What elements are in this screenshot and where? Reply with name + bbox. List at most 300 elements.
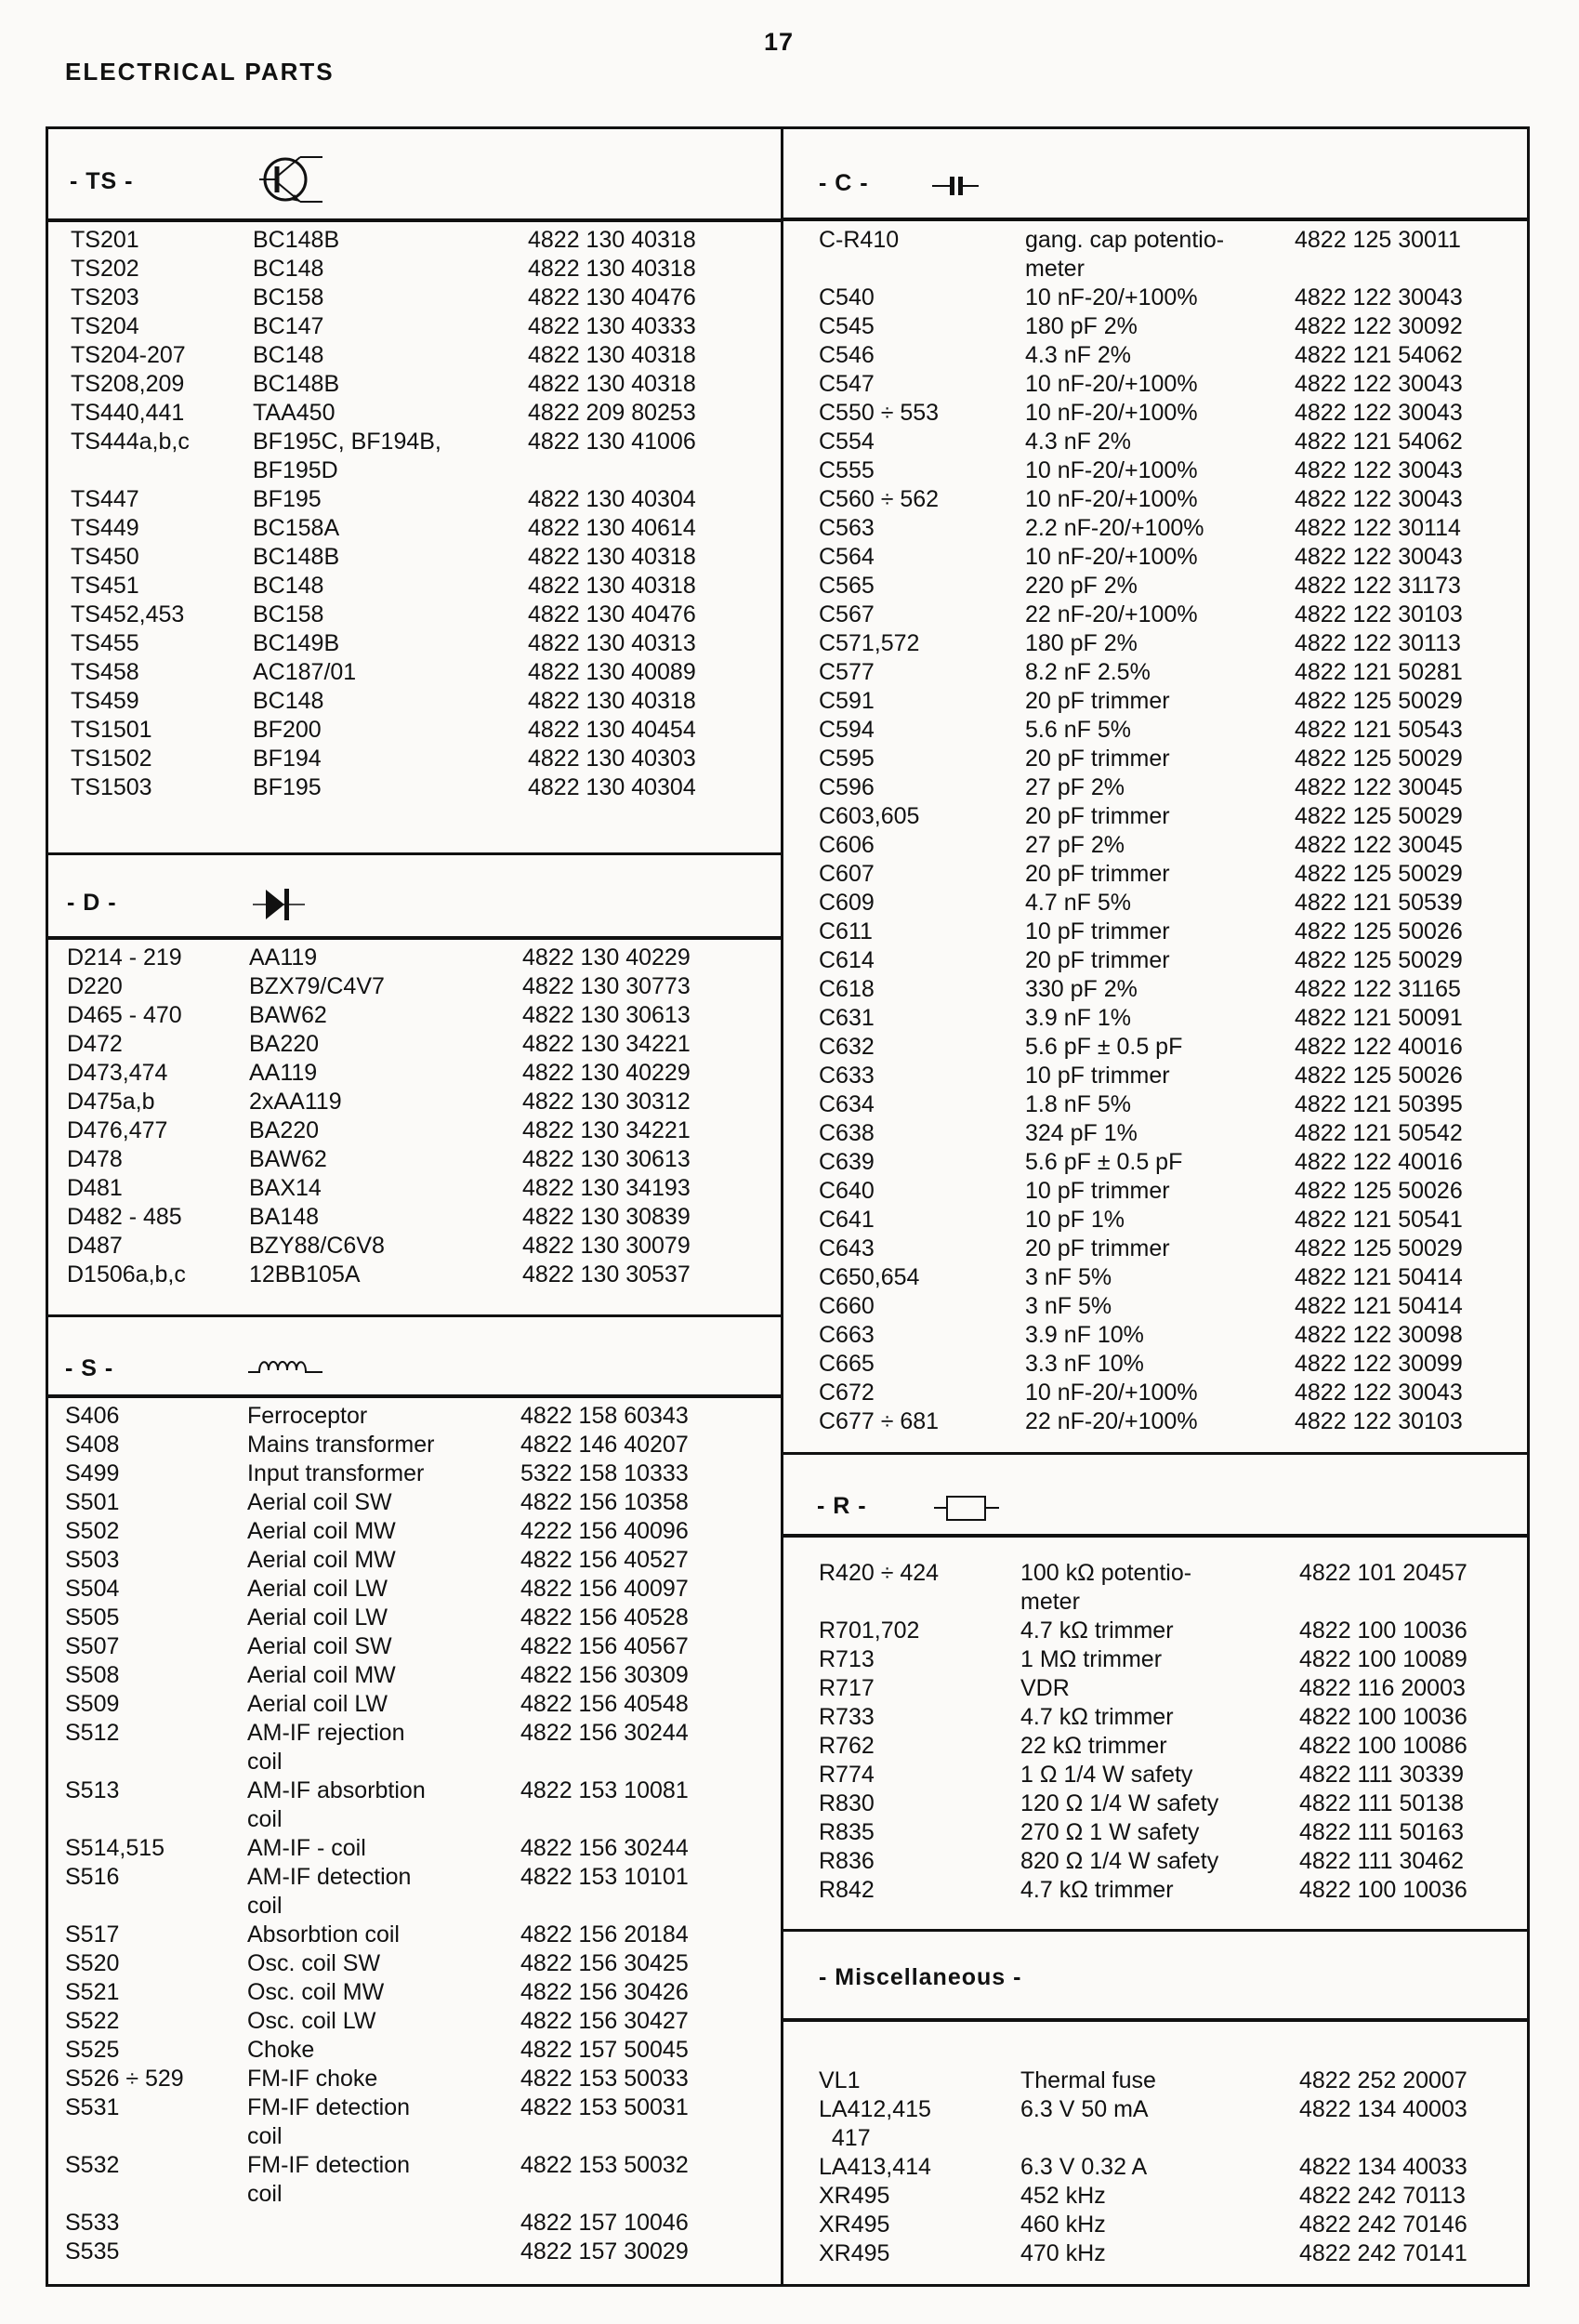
item-description: 12BB105A — [249, 1261, 361, 1287]
item-reference: C591 — [819, 688, 875, 714]
item-description: AA119 — [249, 944, 318, 971]
item-reference: TS452,453 — [71, 601, 185, 627]
item-description: Osc. coil MW — [247, 1979, 385, 2005]
item-part-number: 4822 242 70146 — [1299, 2212, 1467, 2238]
item-part-number: 4822 121 50539 — [1295, 890, 1463, 916]
item-part-number: 4822 157 50045 — [520, 2037, 689, 2063]
item-part-number: 4822 156 40548 — [520, 1691, 689, 1717]
item-description: 1.8 nF 5% — [1025, 1091, 1131, 1117]
item-reference: R713 — [819, 1646, 875, 1672]
section-header — [48, 129, 781, 222]
item-part-number: 4822 130 40229 — [522, 944, 691, 971]
item-description: BC149B — [253, 630, 340, 656]
page-number: 17 — [764, 28, 795, 56]
parts-row — [48, 1402, 781, 1431]
parts-row — [48, 1116, 781, 1145]
item-part-number: 4822 125 50029 — [1295, 688, 1463, 714]
item-part-number: 4822 122 30103 — [1295, 1408, 1463, 1434]
item-reference: C550 ÷ 553 — [819, 400, 940, 426]
item-part-number: 4822 100 10036 — [1299, 1877, 1467, 1903]
item-description: 20 pF trimmer — [1025, 803, 1170, 829]
item-description: 3.3 nF 10% — [1025, 1351, 1144, 1377]
item-description: Ferroceptor — [247, 1403, 368, 1429]
item-description: gang. cap potentio- — [1025, 227, 1225, 253]
parts-row — [48, 1517, 781, 1546]
item-part-number: 4822 156 30426 — [520, 1979, 689, 2005]
item-reference: C563 — [819, 515, 875, 541]
parts-row — [48, 1546, 781, 1575]
item-description: Thermal fuse — [1020, 2067, 1156, 2093]
item-reference: S502 — [65, 1518, 120, 1544]
item-reference: D465 - 470 — [67, 1002, 182, 1028]
item-part-number: 4822 134 40033 — [1299, 2154, 1467, 2180]
item-reference: S504 — [65, 1576, 120, 1602]
transistor-icon — [257, 146, 350, 216]
parts-row — [48, 773, 781, 802]
parts-row — [48, 2209, 781, 2238]
item-reference: C663 — [819, 1322, 875, 1348]
item-description: 4.7 nF 5% — [1025, 890, 1131, 916]
parts-row — [783, 1674, 1527, 1703]
item-description: AC187/01 — [253, 659, 357, 685]
item-description: 6.3 V 0.32 A — [1020, 2154, 1148, 2180]
item-description: 4.7 kΩ trimmer — [1020, 1704, 1174, 1730]
item-part-number: 4822 130 41006 — [528, 429, 696, 455]
item-reference: TS204-207 — [71, 342, 186, 368]
item-part-number: 4822 122 30043 — [1295, 544, 1463, 570]
parts-row — [48, 1978, 781, 2007]
item-part-number: 4822 100 10036 — [1299, 1618, 1467, 1644]
rows-resistors — [783, 1559, 1527, 1905]
item-description-continued: meter — [1020, 1589, 1080, 1615]
item-reference: C594 — [819, 717, 875, 743]
parts-row — [783, 1033, 1527, 1062]
parts-row — [783, 284, 1527, 312]
item-reference: D220 — [67, 973, 123, 999]
parts-row — [783, 1235, 1527, 1263]
item-description: 4.3 nF 2% — [1025, 342, 1131, 368]
item-part-number: 4822 130 40318 — [528, 342, 696, 368]
parts-row — [783, 1761, 1527, 1789]
item-reference: C609 — [819, 890, 875, 916]
item-part-number: 4822 125 50026 — [1295, 918, 1463, 944]
coil-icon — [248, 1352, 326, 1382]
item-part-number: 4822 116 20003 — [1299, 1675, 1466, 1701]
item-part-number: 4822 121 50543 — [1295, 717, 1463, 743]
item-description: 10 nF-20/+100% — [1025, 1380, 1198, 1406]
item-part-number: 4822 130 40229 — [522, 1060, 691, 1086]
item-reference: C618 — [819, 976, 875, 1002]
item-part-number: 4822 242 70113 — [1299, 2183, 1466, 2209]
parts-row — [48, 399, 781, 428]
item-description: 20 pF trimmer — [1025, 1235, 1170, 1261]
parts-row — [48, 1921, 781, 1949]
item-part-number: 4822 125 50029 — [1295, 947, 1463, 973]
parts-row — [48, 2007, 781, 2036]
item-reference: TS459 — [71, 688, 139, 714]
item-part-number: 4822 130 40318 — [528, 256, 696, 282]
section-label: - S - — [65, 1355, 114, 1381]
parts-row — [783, 1292, 1527, 1321]
item-description: 10 nF-20/+100% — [1025, 400, 1198, 426]
item-description: 3 nF 5% — [1025, 1293, 1112, 1319]
item-description: TAA450 — [253, 400, 336, 426]
item-reference: C677 ÷ 681 — [819, 1408, 940, 1434]
parts-row — [783, 1263, 1527, 1292]
parts-row — [783, 572, 1527, 601]
parts-row — [783, 831, 1527, 860]
section-capacitors — [783, 129, 1527, 1452]
item-part-number: 4822 252 20007 — [1299, 2067, 1467, 2093]
item-description: 330 pF 2% — [1025, 976, 1138, 1002]
item-description: 20 pF trimmer — [1025, 746, 1170, 772]
parts-row — [48, 944, 781, 972]
parts-row — [783, 2239, 1527, 2268]
item-part-number: 4822 121 50395 — [1295, 1091, 1463, 1117]
parts-row — [48, 2065, 781, 2093]
item-description: 22 kΩ trimmer — [1020, 1733, 1167, 1759]
item-part-number: 4822 100 10089 — [1299, 1646, 1467, 1672]
item-description: BC158A — [253, 515, 340, 541]
item-description: 452 kHz — [1020, 2183, 1106, 2209]
item-part-number: 4822 130 30613 — [522, 1146, 691, 1172]
item-reference: C554 — [819, 429, 875, 455]
item-part-number: 4822 125 50029 — [1295, 746, 1463, 772]
item-description: BF195C, BF194B, — [253, 429, 441, 455]
item-description: 8.2 nF 2.5% — [1025, 659, 1151, 685]
parts-row — [48, 1261, 781, 1289]
item-description: 470 kHz — [1020, 2240, 1106, 2266]
item-part-number: 4822 153 10101 — [520, 1864, 689, 1890]
item-reference: TS440,441 — [71, 400, 185, 426]
parts-row — [48, 1001, 781, 1030]
item-description: 10 nF-20/+100% — [1025, 457, 1198, 483]
item-part-number: 4822 122 30045 — [1295, 832, 1463, 858]
item-description: Aerial coil MW — [247, 1518, 396, 1544]
item-reference: C571,572 — [819, 630, 920, 656]
parts-row — [783, 629, 1527, 658]
item-reference: TS204 — [71, 313, 139, 339]
parts-row — [48, 1661, 781, 1690]
item-reference: D472 — [67, 1031, 123, 1057]
item-description: Choke — [247, 2037, 315, 2063]
parts-row — [783, 428, 1527, 456]
item-reference: S514,515 — [65, 1835, 165, 1861]
item-part-number: 4822 130 40476 — [528, 284, 696, 310]
item-description-continued: BF195D — [253, 457, 338, 483]
item-description: Aerial coil SW — [247, 1633, 392, 1659]
parts-row — [783, 543, 1527, 572]
item-reference: XR495 — [819, 2212, 890, 2238]
item-part-number: 4822 130 40318 — [528, 688, 696, 714]
section-label: - TS - — [70, 168, 134, 194]
item-part-number: 4822 121 50091 — [1295, 1005, 1463, 1031]
item-description: 820 Ω 1/4 W safety — [1020, 1848, 1219, 1874]
parts-row — [48, 1719, 781, 1776]
item-part-number: 4822 130 30839 — [522, 1204, 691, 1230]
item-part-number: 4822 122 30043 — [1295, 284, 1463, 310]
parts-row — [48, 284, 781, 312]
parts-row — [783, 1379, 1527, 1407]
item-reference: TS449 — [71, 515, 139, 541]
item-part-number: 4822 122 30092 — [1295, 313, 1463, 339]
item-part-number: 4822 153 10081 — [520, 1777, 689, 1803]
item-reference: TS444a,b,c — [71, 429, 190, 455]
item-part-number: 4822 125 50029 — [1295, 803, 1463, 829]
item-reference: S532 — [65, 2152, 120, 2178]
parts-row — [48, 658, 781, 687]
parts-row — [48, 2238, 781, 2266]
parts-row — [783, 1703, 1527, 1732]
item-reference: S501 — [65, 1489, 120, 1515]
item-part-number: 4822 156 40527 — [520, 1547, 689, 1573]
item-reference: C567 — [819, 601, 875, 627]
parts-row — [783, 745, 1527, 773]
item-description: 180 pF 2% — [1025, 313, 1138, 339]
item-reference: TS1503 — [71, 774, 152, 800]
item-reference: S521 — [65, 1979, 120, 2005]
item-description-continued: meter — [1025, 256, 1085, 282]
parts-row — [783, 341, 1527, 370]
item-description: AM-IF rejection — [247, 1720, 405, 1746]
rows-capacitors — [783, 226, 1527, 1436]
item-reference: S520 — [65, 1950, 120, 1976]
item-reference: D478 — [67, 1146, 123, 1172]
item-part-number: 4822 125 50026 — [1295, 1178, 1463, 1204]
item-description: 100 kΩ potentio- — [1020, 1560, 1192, 1586]
item-part-number: 4822 158 60343 — [520, 1403, 689, 1429]
parts-row — [783, 2067, 1527, 2095]
item-description: 324 pF 1% — [1025, 1120, 1138, 1146]
item-part-number: 4822 156 40097 — [520, 1576, 689, 1602]
parts-row — [48, 972, 781, 1001]
item-part-number: 4822 121 50414 — [1295, 1293, 1463, 1319]
parts-row — [48, 572, 781, 601]
item-reference: TS203 — [71, 284, 139, 310]
item-part-number: 4822 130 30537 — [522, 1261, 691, 1287]
item-part-number: 4822 156 30309 — [520, 1662, 689, 1688]
section-header — [48, 852, 781, 940]
item-reference: S505 — [65, 1604, 120, 1631]
parts-row — [783, 601, 1527, 629]
item-description: 5.6 pF ± 0.5 pF — [1025, 1034, 1183, 1060]
section-label: - R - — [817, 1493, 867, 1519]
parts-row — [48, 312, 781, 341]
section-coils — [48, 1314, 781, 2284]
item-reference: C564 — [819, 544, 875, 570]
parts-row — [48, 1575, 781, 1604]
item-part-number: 4822 111 30339 — [1299, 1762, 1465, 1788]
parts-row — [48, 687, 781, 716]
item-description: Aerial coil LW — [247, 1576, 388, 1602]
parts-row — [783, 860, 1527, 889]
item-part-number: 4822 153 50032 — [520, 2152, 689, 2178]
item-reference: R774 — [819, 1762, 875, 1788]
parts-row — [48, 1431, 781, 1459]
item-description: BC148 — [253, 688, 324, 714]
diode-icon — [253, 886, 309, 928]
item-reference: S508 — [65, 1662, 120, 1688]
item-description: BC158 — [253, 284, 324, 310]
item-part-number: 4822 100 10036 — [1299, 1704, 1467, 1730]
item-reference: C660 — [819, 1293, 875, 1319]
item-description-continued: coil — [247, 1749, 283, 1775]
item-reference: TS451 — [71, 573, 139, 599]
parts-row — [783, 1321, 1527, 1350]
item-description: BZY88/C6V8 — [249, 1233, 385, 1259]
item-reference: TS202 — [71, 256, 139, 282]
item-reference: R717 — [819, 1675, 875, 1701]
parts-row — [48, 601, 781, 629]
item-reference: LA412,415 — [819, 2096, 931, 2122]
item-reference: C650,654 — [819, 1264, 920, 1290]
item-description: 5.6 nF 5% — [1025, 717, 1131, 743]
item-description-continued: coil — [247, 1806, 283, 1832]
item-part-number: 4822 157 30029 — [520, 2238, 689, 2265]
item-description: BF200 — [253, 717, 322, 743]
parts-row — [783, 1818, 1527, 1847]
item-description: 10 nF-20/+100% — [1025, 544, 1198, 570]
parts-row — [48, 1949, 781, 1978]
parts-row — [783, 2182, 1527, 2211]
parts-row — [783, 773, 1527, 802]
item-reference: C565 — [819, 573, 875, 599]
item-description: 4.3 nF 2% — [1025, 429, 1131, 455]
item-reference: S512 — [65, 1720, 120, 1746]
item-reference: C555 — [819, 457, 875, 483]
item-description: BC148B — [253, 544, 340, 570]
section-resistors — [783, 1452, 1527, 1929]
item-description: 10 nF-20/+100% — [1025, 371, 1198, 397]
item-part-number: 4822 156 20184 — [520, 1921, 689, 1948]
item-description: BC147 — [253, 313, 324, 339]
item-part-number: 4822 130 40318 — [528, 371, 696, 397]
item-part-number: 4822 122 30103 — [1295, 601, 1463, 627]
item-reference: TS455 — [71, 630, 139, 656]
item-reference: C546 — [819, 342, 875, 368]
item-reference: D476,477 — [67, 1117, 168, 1143]
item-description: 2.2 nF-20/+100% — [1025, 515, 1204, 541]
rows-diodes — [48, 944, 781, 1289]
parts-row — [48, 1488, 781, 1517]
item-description: Aerial coil MW — [247, 1547, 396, 1573]
item-part-number: 4822 121 50541 — [1295, 1207, 1463, 1233]
item-description: BC148 — [253, 573, 324, 599]
parts-row — [48, 1604, 781, 1632]
item-part-number: 4822 130 30312 — [522, 1089, 691, 1115]
item-part-number: 4822 100 10086 — [1299, 1733, 1467, 1759]
item-part-number: 4822 125 50026 — [1295, 1063, 1463, 1089]
item-reference: S408 — [65, 1432, 120, 1458]
item-part-number: 4822 122 30099 — [1295, 1351, 1463, 1377]
item-part-number: 4822 125 50029 — [1295, 861, 1463, 887]
parts-row — [783, 2095, 1527, 2153]
item-reference: TS1502 — [71, 746, 152, 772]
parts-row — [783, 2211, 1527, 2239]
section-header — [783, 1452, 1527, 1538]
item-part-number: 4822 122 30043 — [1295, 371, 1463, 397]
item-reference: C577 — [819, 659, 875, 685]
item-reference: C632 — [819, 1034, 875, 1060]
parts-row — [48, 1145, 781, 1174]
item-part-number: 4822 156 30427 — [520, 2008, 689, 2034]
parts-row — [783, 370, 1527, 399]
item-reference: S509 — [65, 1691, 120, 1717]
parts-row — [783, 456, 1527, 485]
item-reference: C595 — [819, 746, 875, 772]
section-header — [783, 1929, 1527, 2022]
item-description: 10 pF trimmer — [1025, 1063, 1170, 1089]
item-description: 220 pF 2% — [1025, 573, 1138, 599]
parts-row — [783, 802, 1527, 831]
item-part-number: 4822 153 50031 — [520, 2094, 689, 2120]
item-description: BF195 — [253, 774, 322, 800]
item-reference: C672 — [819, 1380, 875, 1406]
parts-row — [783, 1062, 1527, 1090]
item-description: Mains transformer — [247, 1432, 435, 1458]
item-description: 2xAA119 — [249, 1089, 342, 1115]
parts-row — [48, 428, 781, 485]
parts-row — [783, 485, 1527, 514]
item-reference: TS447 — [71, 486, 139, 512]
parts-row — [48, 1203, 781, 1232]
parts-row — [783, 889, 1527, 918]
item-part-number: 4822 122 40016 — [1295, 1149, 1463, 1175]
item-reference: C596 — [819, 774, 875, 800]
item-description: 22 nF-20/+100% — [1025, 601, 1198, 627]
item-description: 27 pF 2% — [1025, 832, 1125, 858]
item-description: BC148 — [253, 256, 324, 282]
item-reference: C665 — [819, 1351, 875, 1377]
item-part-number: 4822 122 30043 — [1295, 400, 1463, 426]
item-reference: S513 — [65, 1777, 120, 1803]
item-reference: D487 — [67, 1233, 123, 1259]
item-reference: R733 — [819, 1704, 875, 1730]
item-description: Osc. coil SW — [247, 1950, 381, 1976]
item-part-number: 4822 122 30098 — [1295, 1322, 1463, 1348]
item-description: BA220 — [249, 1117, 320, 1143]
item-reference: TS201 — [71, 227, 139, 253]
parts-row — [783, 1732, 1527, 1761]
parts-row — [783, 1876, 1527, 1905]
item-description-continued: coil — [247, 2123, 283, 2149]
section-header — [48, 1314, 781, 1398]
item-part-number: 4822 130 40313 — [528, 630, 696, 656]
item-description: Input transformer — [247, 1460, 425, 1486]
item-reference: C607 — [819, 861, 875, 887]
item-description: 10 pF trimmer — [1025, 1178, 1170, 1204]
item-description: BF195 — [253, 486, 322, 512]
item-reference: C603,605 — [819, 803, 920, 829]
item-reference: D1506a,b,c — [67, 1261, 186, 1287]
parts-row — [783, 1148, 1527, 1177]
item-part-number: 4822 121 50281 — [1295, 659, 1463, 685]
item-part-number: 4822 111 30462 — [1299, 1848, 1465, 1874]
parts-row — [783, 1350, 1527, 1379]
item-part-number: 4822 130 40304 — [528, 486, 696, 512]
resistor-icon — [934, 1493, 1001, 1527]
item-description: Aerial coil LW — [247, 1604, 388, 1631]
item-reference: D214 - 219 — [67, 944, 182, 971]
item-reference: TS450 — [71, 544, 139, 570]
item-reference: S531 — [65, 2094, 120, 2120]
parts-row — [783, 1559, 1527, 1617]
item-part-number: 4822 130 34221 — [522, 1117, 691, 1143]
item-part-number: 4822 111 50138 — [1299, 1790, 1465, 1816]
item-part-number: 4822 130 30773 — [522, 973, 691, 999]
parts-row — [783, 1847, 1527, 1876]
item-part-number: 4822 130 34221 — [522, 1031, 691, 1057]
